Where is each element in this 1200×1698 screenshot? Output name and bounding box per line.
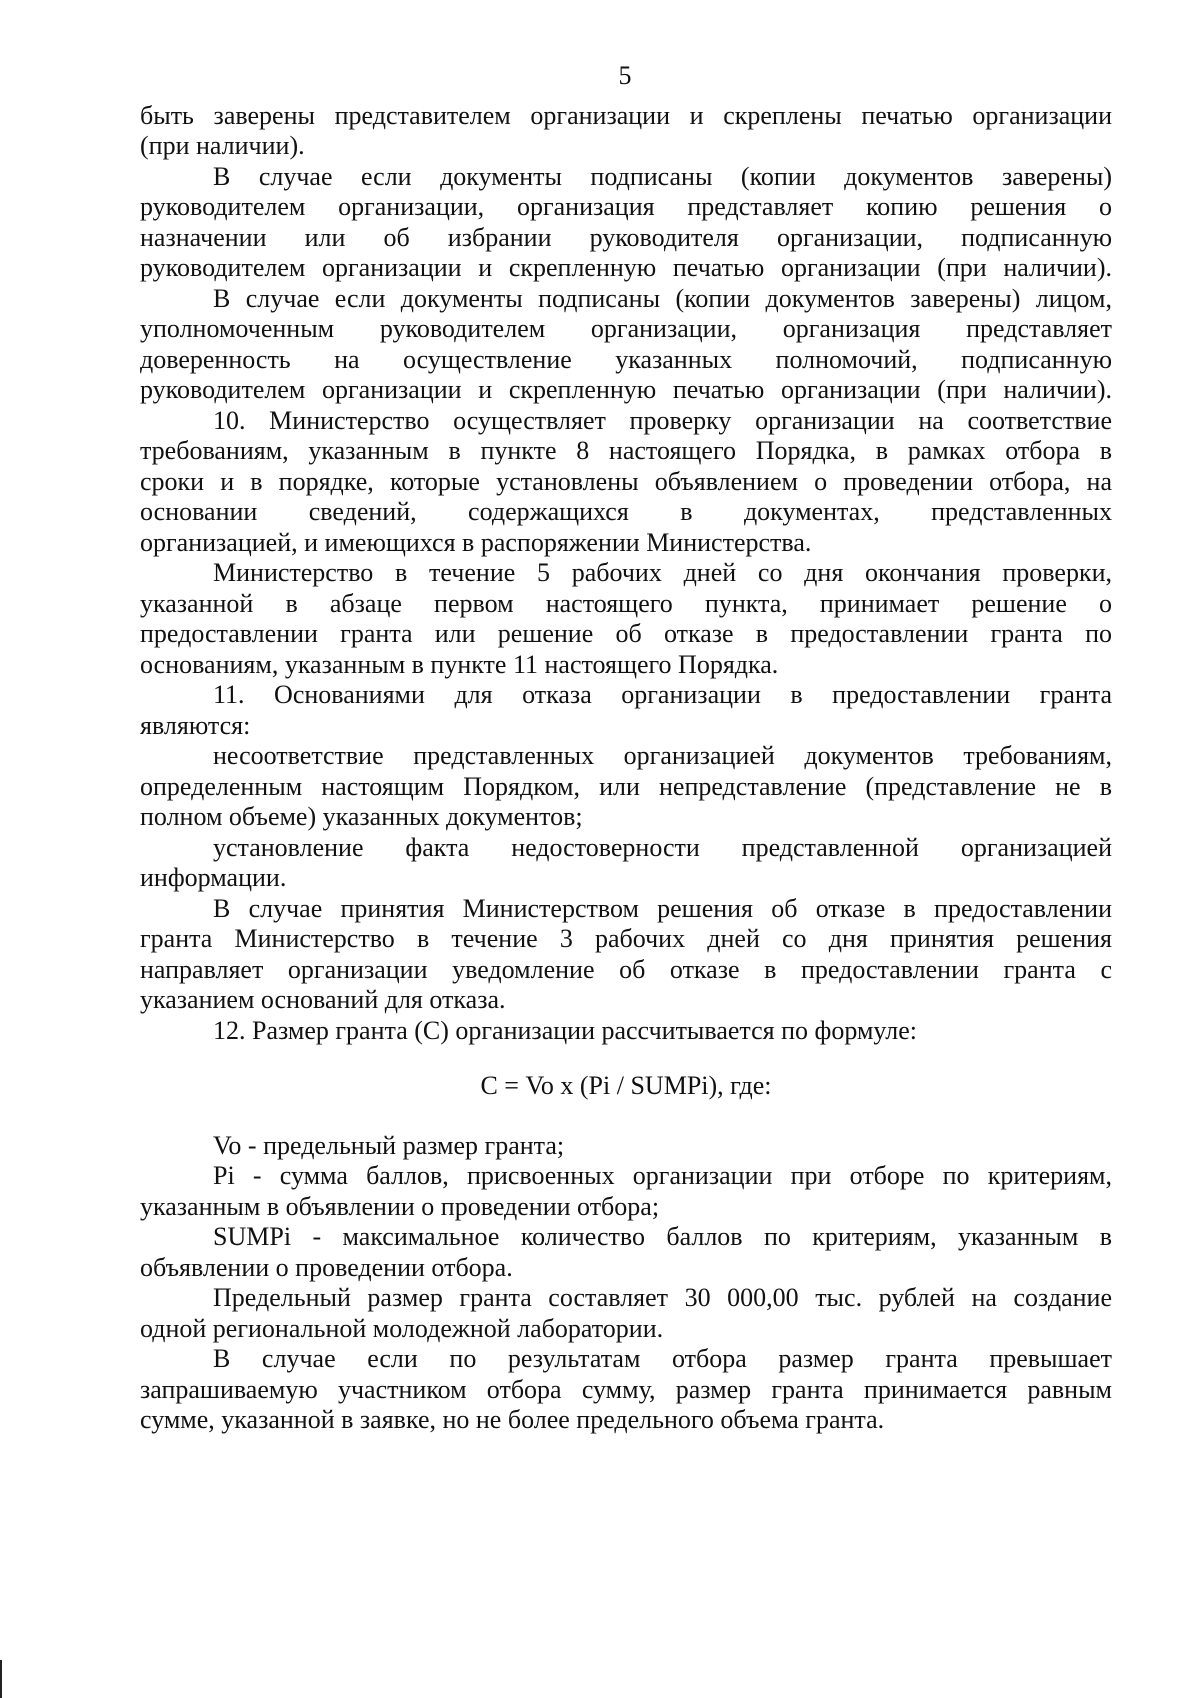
text-line: одной региональной молодежной лаборатории.	[140, 1314, 664, 1343]
text-line: Министерство в течение 5 рабочих дней со дня окончания проверки,	[213, 558, 1112, 587]
text-line: руководителем организации, организация представляет копию решения о	[140, 192, 1112, 221]
text-line: полном объеме) указанных документов;	[140, 802, 583, 831]
text-line: определенным настоящим Порядком, или непредставление (представление не в	[140, 772, 1112, 801]
page-number: 5	[618, 61, 632, 90]
text-line: предоставлении гранта или решение об отказе в предоставлении гранта по	[140, 619, 1112, 648]
text-line: В случае если документы подписаны (копии документов заверены)	[213, 162, 1112, 191]
text-line: организацией, и имеющихся в распоряжении Министерства.	[140, 528, 812, 557]
text-line: SUMPi - максимальное количество баллов по критериям, указанным в	[213, 1222, 1112, 1251]
text-line: В случае если документы подписаны (копии документов заверены) лицом,	[213, 284, 1112, 313]
text-line: В случае если по результатам отбора размер гранта превышает	[213, 1344, 1112, 1373]
formula: С = Vo x (Pi / SUMPi), где:	[480, 1071, 772, 1100]
text-line: установление факта недостоверности представленной организацией	[213, 833, 1112, 862]
text-line: запрашиваемую участником отбора сумму, размер гранта принимается равным	[140, 1375, 1112, 1404]
text-line: информации.	[140, 863, 287, 892]
text-line: указанным в объявлении о проведении отбора;	[140, 1192, 660, 1221]
text-line: указанием оснований для отказа.	[140, 985, 506, 1014]
text-line: требованиям, указанным в пункте 8 настоящего Порядка, в рамках отбора в	[140, 436, 1112, 465]
text-line: уполномоченным руководителем организации, организация представляет	[140, 314, 1112, 343]
text-line: объявлении о проведении отбора.	[140, 1253, 513, 1282]
text-line: основании сведений, содержащихся в документах, представленных	[140, 497, 1112, 526]
text-line: указанной в абзаце первом настоящего пункта, принимает решение о	[140, 589, 1112, 618]
text-line: Предельный размер гранта составляет 30 000,00 тыс. рублей на создание	[213, 1283, 1112, 1312]
text-line: несоответствие представленных организацией документов требованиям,	[213, 741, 1112, 770]
text-line: руководителем организации и скрепленную печатью организации (при наличии).	[140, 253, 1112, 282]
text-line: гранта Министерство в течение 3 рабочих дней со дня принятия решения	[140, 924, 1112, 953]
text-line: сроки и в порядке, которые установлены объявлением о проведении отбора, на	[140, 467, 1112, 496]
text-line: (при наличии).	[140, 131, 305, 160]
text-line: В случае принятия Министерством решения об отказе в предоставлении	[213, 894, 1112, 923]
text-line: руководителем организации и скрепленную печатью организации (при наличии).	[140, 375, 1112, 404]
text-line: быть заверены представителем организации и скреплены печатью организации	[140, 101, 1112, 130]
text-line: назначении или об избрании руководителя организации, подписанную	[140, 223, 1112, 252]
text-line: основаниям, указанным в пункте 11 настоящего Порядка.	[140, 650, 779, 679]
text-line: 12. Размер гранта (С) организации рассчитывается по формуле:	[213, 1016, 918, 1045]
text-line: направляет организации уведомление об отказе в предоставлении гранта с	[140, 955, 1112, 984]
text-line: сумме, указанной в заявке, но не более предельного объема гранта.	[140, 1405, 885, 1434]
text-line: Pi - сумма баллов, присвоенных организации при отборе по критериям,	[213, 1161, 1112, 1190]
text-line: 10. Министерство осуществляет проверку организации на соответствие	[213, 406, 1112, 435]
text-line: доверенность на осуществление указанных полномочий, подписанную	[140, 345, 1112, 374]
text-line: 11. Основаниями для отказа организации в предоставлении гранта	[213, 680, 1112, 709]
text-line: Vo - предельный размер гранта;	[213, 1131, 565, 1160]
scan-margin-mark	[0, 1660, 2, 1698]
text-line: являются:	[140, 711, 251, 740]
